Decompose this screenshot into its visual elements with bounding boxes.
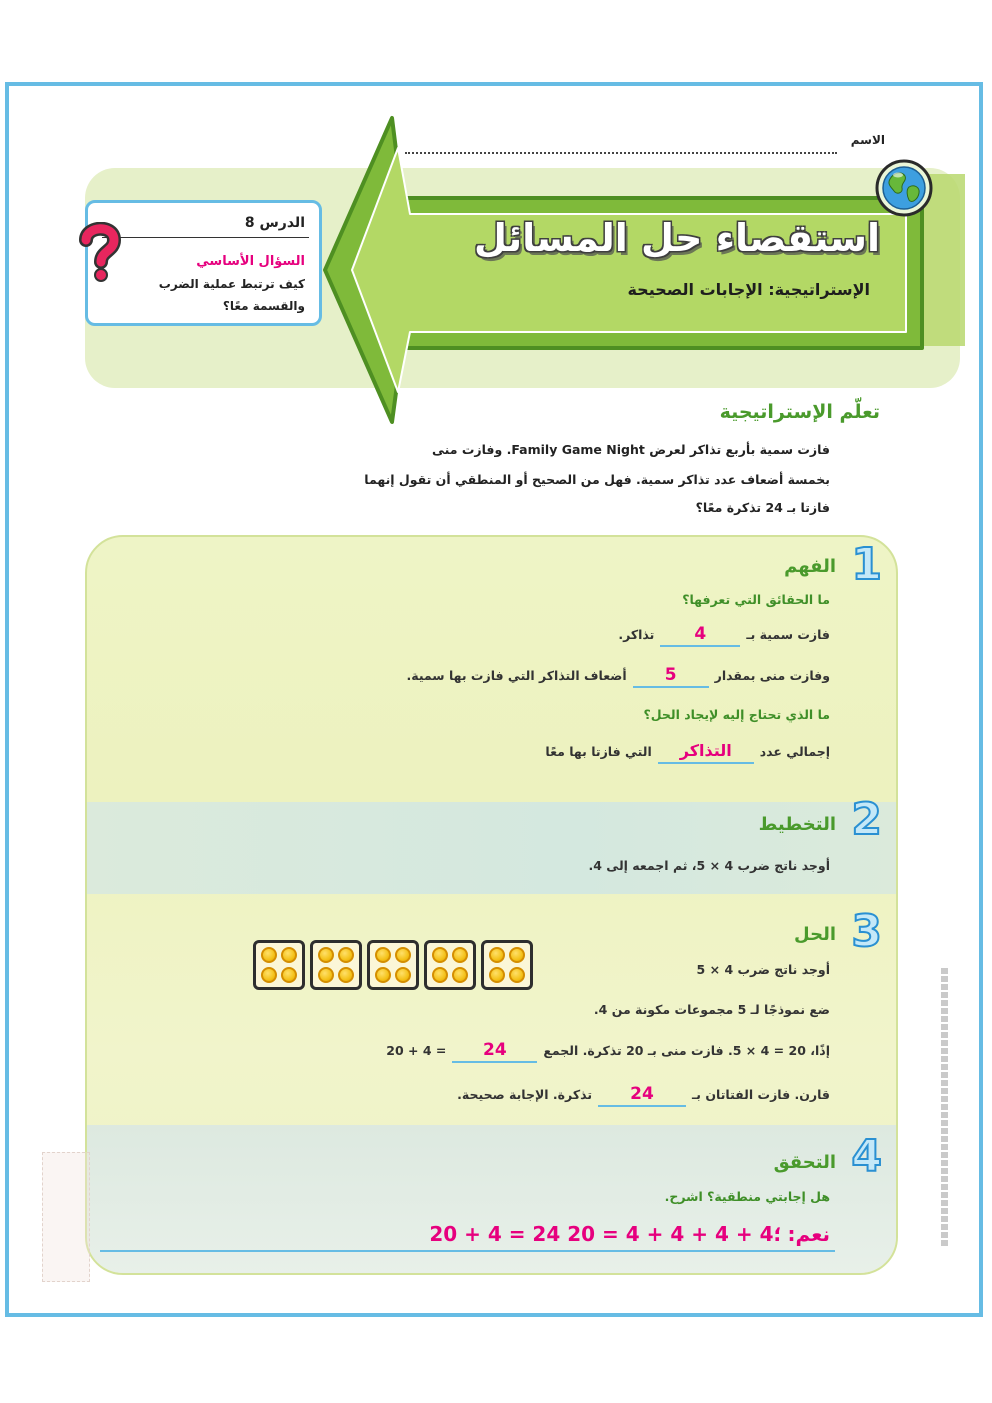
fact-2-answer: 5 [633,665,709,688]
solve-line-4-answer: 24 [598,1084,686,1107]
counter [338,967,354,983]
counter [261,967,277,983]
name-label: الاسم [850,133,885,147]
fact-1-after: تذاكر. [618,627,655,642]
problem-text-line: فازت سمية بأربع تذاكر لعرض Family Game Night. وفازت منى [432,442,830,457]
counter [395,967,411,983]
counter [432,947,448,963]
need-after: التي فازتا بها معًا [545,744,652,759]
counter [452,967,468,983]
solve-line-3-before: إذًا، 20 = 4 × 5. فازت منى بـ 20 تذكرة. الجمع [543,1043,830,1058]
fact-2-line [406,665,830,688]
counter [509,967,525,983]
fact-1-before: فازت سمية بـ [746,627,830,642]
counter [281,967,297,983]
step-number: 4 [851,1131,882,1182]
decorative-stamp [42,1152,90,1282]
step-number: 2 [851,794,882,845]
understand-question-2: ما الذي تحتاج إليه لإيجاد الحل؟ [643,707,830,722]
counter-group [481,940,533,990]
counter [338,947,354,963]
counter-group [367,940,419,990]
solve-line-1: أوجد ناتج ضرب 4 × 5 [696,962,830,977]
check-answer-label: نعم: [787,1222,830,1246]
check-answer [429,1221,830,1247]
counter-model [253,940,533,990]
counter [432,967,448,983]
page-subtitle: الإستراتيجية: الإجابات الصحيحة [627,280,870,299]
fact-2-before: وفازت منى بمقدار [714,668,830,683]
problem-text-line: فازتا بـ 24 تذكرة معًا؟ [695,500,830,515]
counter [281,947,297,963]
step-title-plan: التخطيط [758,814,836,835]
plan-text: أوجد ناتج ضرب 4 × 5، ثم اجمعه إلى 4. [588,858,830,873]
copyright-strip [941,968,948,1246]
solve-line-3 [386,1040,830,1063]
step-title-understand: الفهم [784,556,836,577]
check-answer-math: 20 + 4 = 24 ؛4 + 4 + 4 + 4 = 20 [429,1222,782,1246]
fact-1-line [618,624,830,647]
solve-line-4 [457,1084,830,1107]
counter [318,947,334,963]
essential-question-label: السؤال الأساسي [196,254,305,269]
counter-group [424,940,476,990]
step-number: 3 [851,906,882,957]
counter [375,967,391,983]
page-title: استقصاء حل المسائل [473,216,880,260]
step-number: 1 [851,539,882,590]
need-before: إجمالي عدد [759,744,830,759]
lesson-number: الدرس 8 [244,215,305,231]
solve-line-4-before: قارن. فازت الفتاتان بـ [692,1087,830,1102]
solve-line-2: ضع نموذجًا لـ 5 مجموعات مكونة من 4. [593,1002,830,1017]
step-title-solve: الحل [794,924,836,945]
problem-text-line: بخمسة أضعاف عدد تذاكر سمية. فهل من الصحيح أو المنطقي أن تقول إنهما [364,472,830,487]
fact-2-after: أضعاف التذاكر التي فازت بها سمية. [406,668,627,683]
step-title-check: التحقق [773,1152,836,1173]
understand-question-1: ما الحقائق التي تعرفها؟ [682,592,830,607]
solve-line-3-answer: 24 [452,1040,537,1063]
learn-heading: تعلّم الإستراتيجية [719,401,880,423]
counter [395,947,411,963]
globe-icon [872,157,936,219]
essential-question-line: والقسمة معًا؟ [222,299,305,313]
fact-1-answer: 4 [660,624,740,647]
solve-line-4-after: تذكرة. الإجابة صحيحة. [457,1087,593,1102]
counter [452,947,468,963]
counter-group [310,940,362,990]
counter [318,967,334,983]
check-answer-line [100,1250,835,1252]
counter [509,947,525,963]
counter [489,947,505,963]
counter [261,947,277,963]
need-answer: التذاكر [658,741,754,764]
counter-group [253,940,305,990]
solve-line-3-after: 20 + 4 = [386,1043,447,1058]
essential-question-line: كيف ترتبط عملية الضرب [158,277,305,291]
counter [375,947,391,963]
check-question: هل إجابتي منطقية؟ اشرح. [664,1189,830,1204]
lesson-divider [102,237,309,238]
need-line [545,741,830,764]
counter [489,967,505,983]
question-mark-icon [77,222,123,284]
